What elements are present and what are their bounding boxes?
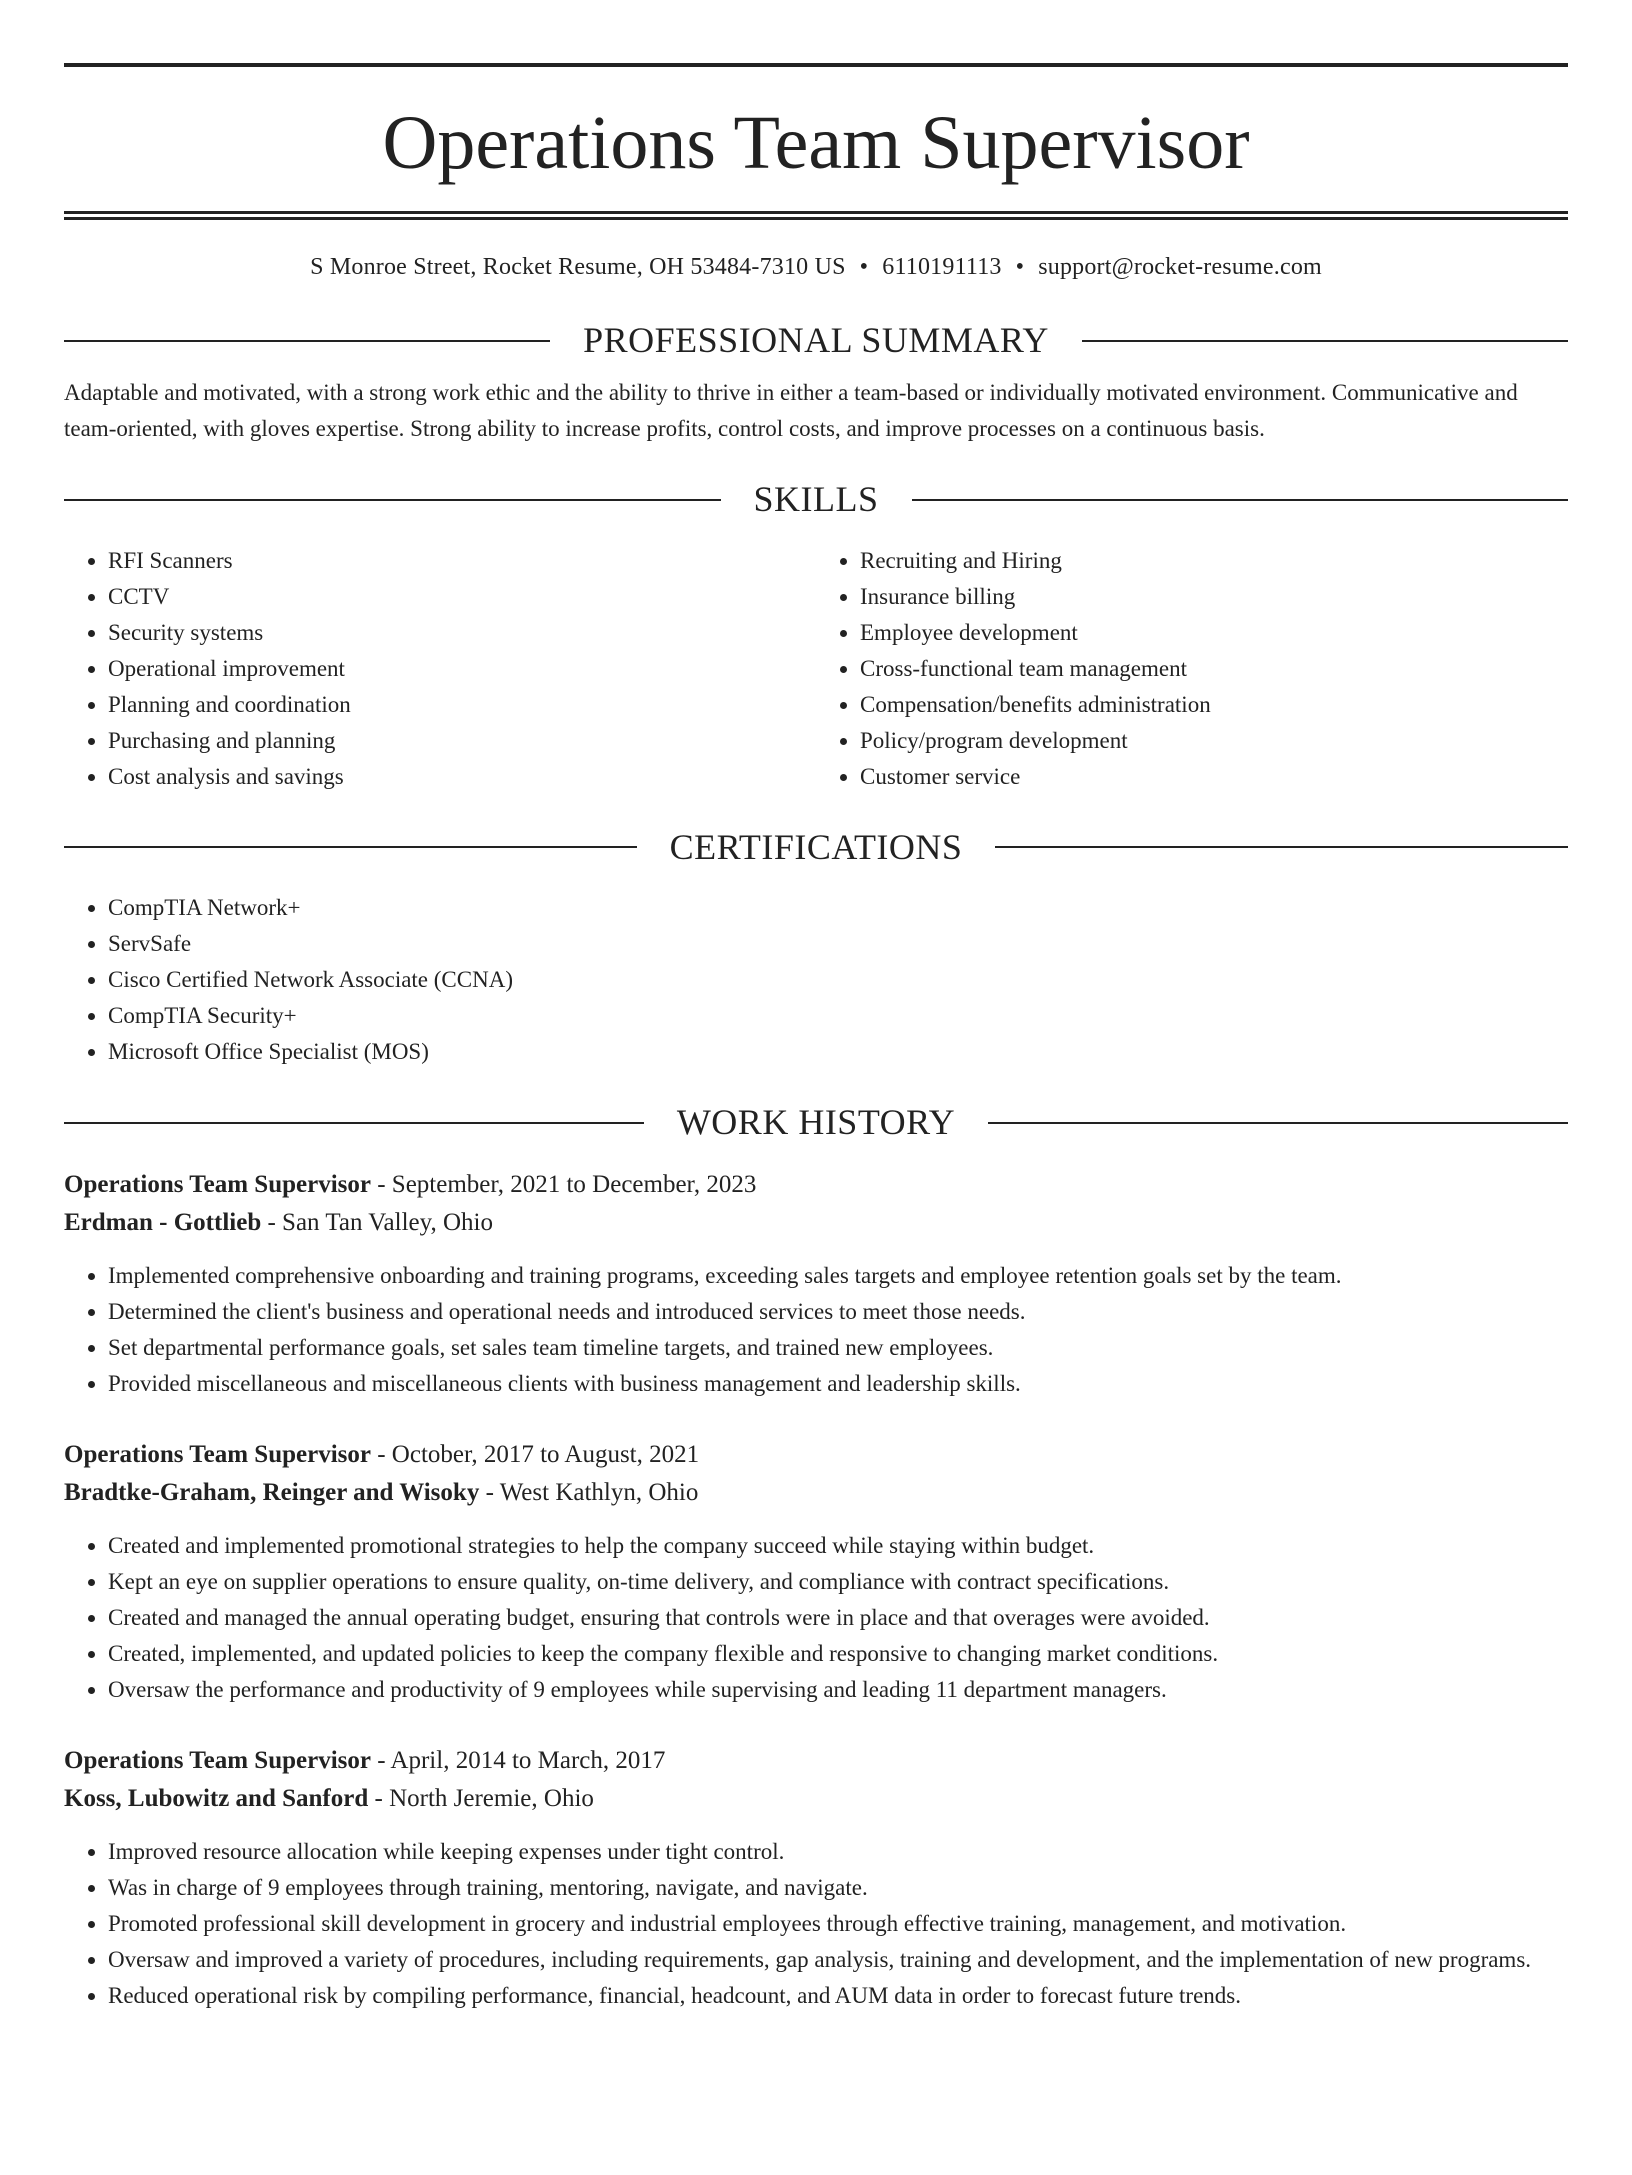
job-bullet: • Implemented comprehensive onboarding and training programs, exceeding sales targets and employee retention goals set by the team.: [108, 1258, 1568, 1294]
section-heading-summary: [64, 320, 1568, 361]
contact-line: [64, 254, 1568, 288]
job-bullet: • Was in charge of 9 employees through training, mentoring, navigate, and navigate.: [108, 1870, 1568, 1906]
job-dates: - April, 2014 to March, 2017: [370, 1746, 666, 1774]
heading-rule: [64, 499, 721, 501]
skills-column-left: [64, 543, 816, 795]
heading-rule: [64, 846, 637, 848]
section-heading-skills: [64, 479, 1568, 520]
job-bullet: • Reduced operational risk by compiling performance, financial, headcount, and AUM data in order to forecast future trends.: [108, 1978, 1568, 2014]
skill-item: • Planning and coordination: [108, 687, 816, 723]
job-company-line: [64, 1204, 1568, 1242]
job-bullet: • Created and implemented promotional strategies to help the company succeed while staying within budget.: [108, 1528, 1568, 1564]
section-heading-work-history: [64, 1102, 1568, 1143]
heading-rule: [64, 340, 550, 342]
skill-item: • Customer service: [860, 759, 1568, 795]
job-entry: [64, 1742, 1568, 2014]
heading-rule: [995, 846, 1568, 848]
section-heading-certifications: [64, 827, 1568, 868]
job-title: Operations Team Supervisor: [64, 1746, 371, 1774]
job-bullet: • Set departmental performance goals, set sales team timeline targets, and trained new employees.: [108, 1330, 1568, 1366]
job-bullet: • Provided miscellaneous and miscellaneous clients with business management and leadership skills.: [108, 1366, 1568, 1402]
job-entry: [64, 1436, 1568, 1708]
heading-rule: [988, 1122, 1568, 1124]
skill-item: • Cross-functional team management: [860, 651, 1568, 687]
job-bullet: • Oversaw and improved a variety of procedures, including requirements, gap analysis, training and development, and the implementation of new programs.: [108, 1942, 1568, 1978]
job-location: - San Tan Valley, Ohio: [261, 1208, 494, 1236]
certification-item: • ServSafe: [108, 926, 1568, 962]
job-entry: [64, 1166, 1568, 1402]
skill-item: • Operational improvement: [108, 651, 816, 687]
job-company: Bradtke-Graham, Reinger and Wisoky: [64, 1478, 480, 1506]
job-location: - North Jeremie, Ohio: [368, 1784, 594, 1812]
skill-item: • Recruiting and Hiring: [860, 543, 1568, 579]
skill-item: • Insurance billing: [860, 579, 1568, 615]
section-title: WORK HISTORY: [676, 1102, 956, 1143]
resume-name: Operations Team Supervisor: [382, 101, 1250, 185]
resume-page: [0, 63, 1632, 2175]
job-title-line: [64, 1436, 1568, 1474]
skill-item: • RFI Scanners: [108, 543, 816, 579]
job-bullets: [64, 1834, 1568, 2014]
job-company: Erdman - Gottlieb: [64, 1208, 262, 1236]
job-title-line: [64, 1742, 1568, 1780]
job-company-line: [64, 1780, 1568, 1818]
summary-text: Adaptable and motivated, with a strong work ethic and the ability to thrive in either a team-based or individually motivated environment. Communicative and team-oriented, with gloves expertise. Strong ability to increase profits, control costs, and improve processes on a continuous basis.: [64, 380, 1518, 442]
job-title: Operations Team Supervisor: [64, 1170, 371, 1198]
job-bullet: • Determined the client's business and operational needs and introduced services to meet those needs.: [108, 1294, 1568, 1330]
skill-item: • Compensation/benefits administration: [860, 687, 1568, 723]
skill-item: • CCTV: [108, 579, 816, 615]
job-bullets: [64, 1528, 1568, 1708]
separator-dot: •: [1015, 254, 1025, 280]
job-bullet: • Improved resource allocation while keeping expenses under tight control.: [108, 1834, 1568, 1870]
phone: 6110191113: [882, 254, 1002, 280]
job-company: Koss, Lubowitz and Sanford: [64, 1784, 369, 1812]
heading-rule: [64, 1122, 644, 1124]
job-bullets: [64, 1258, 1568, 1402]
job-company-line: [64, 1474, 1568, 1512]
skill-item: • Purchasing and planning: [108, 723, 816, 759]
section-title: SKILLS: [753, 479, 879, 520]
certification-item: • Microsoft Office Specialist (MOS): [108, 1034, 1568, 1070]
job-dates: - October, 2017 to August, 2021: [370, 1440, 700, 1468]
email: support@rocket-resume.com: [1038, 254, 1322, 280]
job-bullet: • Promoted professional skill development in grocery and industrial employees through effective training, management, and motivation.: [108, 1906, 1568, 1942]
heading-rule: [1082, 340, 1568, 342]
job-location: - West Kathlyn, Ohio: [479, 1478, 699, 1506]
skill-item: • Policy/program development: [860, 723, 1568, 759]
job-bullet: • Created, implemented, and updated policies to keep the company flexible and responsive to changing market conditions.: [108, 1636, 1568, 1672]
job-dates: - September, 2021 to December, 2023: [370, 1170, 757, 1198]
skill-item: • Security systems: [108, 615, 816, 651]
section-title: PROFESSIONAL SUMMARY: [583, 320, 1049, 360]
skills-list: [64, 543, 1568, 795]
certification-item: • CompTIA Network+: [108, 890, 1568, 926]
heading-rule: [912, 499, 1569, 501]
job-bullet: • Created and managed the annual operating budget, ensuring that controls were in place and that overages were avoided.: [108, 1600, 1568, 1636]
double-rule: [64, 211, 1568, 220]
separator-dot: •: [859, 254, 869, 280]
address: S Monroe Street, Rocket Resume, OH 53484-7310 US: [310, 254, 846, 280]
job-title: Operations Team Supervisor: [64, 1440, 371, 1468]
certifications-list: [64, 890, 1568, 1070]
certification-item: • CompTIA Security+: [108, 998, 1568, 1034]
job-title-line: [64, 1166, 1568, 1204]
skills-column-right: [816, 543, 1568, 795]
skill-item: • Cost analysis and savings: [108, 759, 816, 795]
job-bullet: • Oversaw the performance and productivity of 9 employees while supervising and leading 11 department managers.: [108, 1672, 1568, 1708]
skill-item: • Employee development: [860, 615, 1568, 651]
job-bullet: • Kept an eye on supplier operations to ensure quality, on-time delivery, and compliance with contract specifications.: [108, 1564, 1568, 1600]
certification-item: • Cisco Certified Network Associate (CCNA): [108, 962, 1568, 998]
top-rule: [64, 63, 1568, 67]
section-title: CERTIFICATIONS: [669, 826, 963, 867]
